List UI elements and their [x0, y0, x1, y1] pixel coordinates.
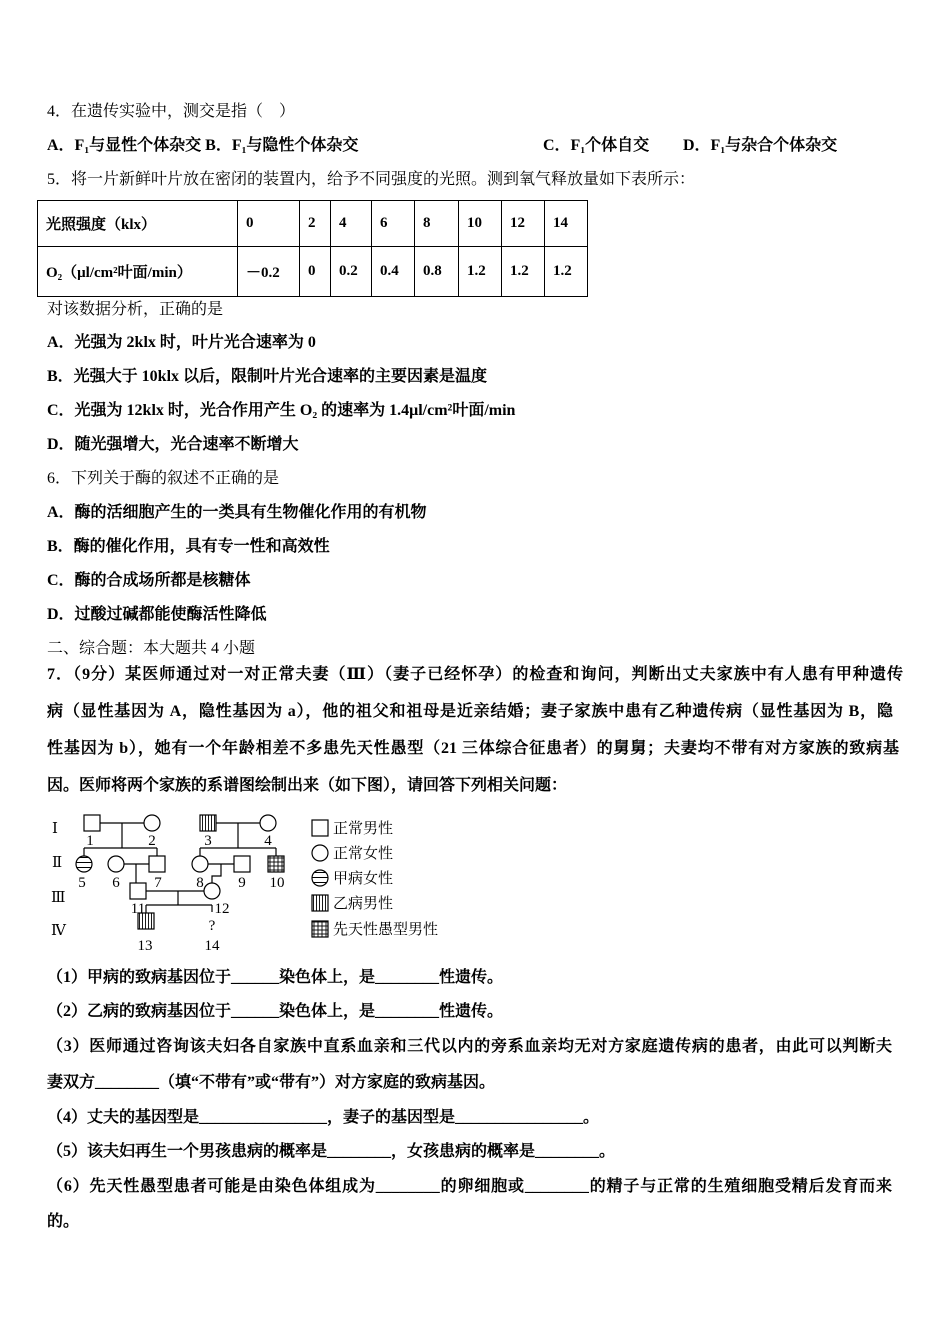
- q5-data-table: [37, 200, 588, 297]
- legend-label: 正常男性: [333, 821, 394, 837]
- q4-option-a: A．F₁与显性个体杂交: [47, 137, 202, 154]
- individual-4-normal-female: [260, 815, 276, 831]
- individual-label: 14: [204, 938, 220, 954]
- q4-option-b: B．F₁与隐性个体杂交: [205, 137, 359, 154]
- q6-stem: 6．下列关于酶的叙述不正确的是: [47, 470, 280, 487]
- individual-label: 2: [148, 833, 156, 849]
- individual-label: 13: [137, 938, 153, 954]
- individual-6-normal-female: [108, 856, 124, 872]
- section-title: 二、综合题：本大题共 4 小题: [47, 640, 256, 657]
- individual-7-normal-male: [149, 856, 165, 872]
- individual-10-down-syndrome-male: [268, 856, 284, 872]
- q4-option-d: D．F₁与杂合个体杂交: [683, 137, 838, 154]
- pedigree-line: [146, 891, 212, 913]
- q7-sub-question-3-line: （3）医师通过咨询该夫妇各自家族中直系血亲和三代以内的旁系血亲均无对方家庭遗传病的患者，由此可以判断夫: [47, 1038, 892, 1055]
- q5-prompt: 对该数据分析，正确的是: [47, 301, 224, 318]
- individual-label: 6: [112, 875, 120, 891]
- q6-option-c: C．酶的合成场所都是核糖体: [47, 572, 251, 589]
- table-cell-o2: －0.2: [238, 247, 300, 297]
- individual-label: 4: [264, 833, 272, 849]
- table-cell-light: 4: [331, 201, 372, 247]
- q4-stem: 4．在遗传实验中，测交是指（ ）: [47, 103, 296, 120]
- table-cell-o2: 0.4: [372, 247, 415, 297]
- individual-5-disease-a-female: [76, 856, 92, 872]
- generation-label: Ⅱ: [52, 855, 63, 871]
- legend-label: 甲病女性: [333, 871, 394, 887]
- individual-8-normal-female: [192, 856, 208, 872]
- table-cell-o2: 1.2: [459, 247, 502, 297]
- q4-options-ab: [47, 135, 358, 157]
- q5-option-c: C．光强为 12klx 时，光合作用产生 O₂ 的速率为 1.4μl/cm²叶面/min: [47, 402, 516, 419]
- individual-1-normal-male: [84, 815, 100, 831]
- q7-sub-question-1: （1）甲病的致病基因位于______染色体上，是________性遗传。: [47, 969, 504, 986]
- unknown-individual-mark: ?: [208, 918, 216, 934]
- table-header-light-intensity: 光照强度（klx）: [38, 201, 238, 247]
- generation-label: Ⅳ: [51, 923, 66, 939]
- q7-sub-question-3-line: 妻双方________（填“不带有”或“带有”）对方家庭的致病基因。: [47, 1074, 496, 1091]
- table-cell-o2: 0.8: [415, 247, 459, 297]
- individual-label: 7: [154, 875, 162, 891]
- q7-sub-question-2: （2）乙病的致病基因位于______染色体上，是________性遗传。: [47, 1003, 504, 1020]
- q7-stem-line: 性基因为 b），她有一个年龄相差不多患先天性愚型（21 三体综合征患者）的舅舅；夫妻均不带有对方家族的致病基: [47, 740, 899, 757]
- table-row-o2: [38, 247, 588, 297]
- table-cell-light: 12: [502, 201, 545, 247]
- legend-disease-a-female-icon: [312, 870, 328, 886]
- table-cell-light: 10: [459, 201, 502, 247]
- table-header-o2: O₂（μl/cm²叶面/min）: [38, 247, 238, 297]
- legend-label: 正常女性: [333, 846, 394, 862]
- legend-disease-b-male-icon: [312, 895, 328, 911]
- table-cell-o2: 1.2: [545, 247, 588, 297]
- q4-option-c: C．F₁个体自交: [543, 137, 650, 154]
- q6-option-b: B．酶的催化作用，具有专一性和高效性: [47, 538, 330, 555]
- individual-label: 9: [238, 875, 246, 891]
- q7-sub-question-4: （4）丈夫的基因型是________________，妻子的基因型是________________。: [47, 1109, 600, 1126]
- q7-sub-question-6-line: （6）先天性愚型患者可能是由染色体组成为________的卵细胞或________的精子与正常的生殖细胞受精后发育而来: [47, 1178, 892, 1195]
- table-cell-light: 6: [372, 201, 415, 247]
- table-cell-light: 0: [238, 201, 300, 247]
- table-cell-o2: 0.2: [331, 247, 372, 297]
- table-cell-o2: 1.2: [502, 247, 545, 297]
- q5-option-b: B．光强大于 10klx 以后，限制叶片光合速率的主要因素是温度: [47, 368, 488, 385]
- q6-option-a: A．酶的活细胞产生的一类具有生物催化作用的有机物: [47, 504, 427, 521]
- individual-9-normal-male: [234, 856, 250, 872]
- q7-sub-question-5: （5）该夫妇再生一个男孩患病的概率是________，女孩患病的概率是________。: [47, 1143, 616, 1160]
- generation-label: Ⅲ: [51, 890, 66, 906]
- individual-11-normal-male: [130, 883, 146, 899]
- legend-down-syndrome-male-icon: [312, 921, 328, 937]
- q6-option-d: D．过酸过碱都能使酶活性降低: [47, 606, 267, 623]
- q7-stem-line: 7．（9分）某医师通过对一对正常夫妻（Ⅲ）（妻子已经怀孕）的检查和询问，判断出丈夫家族中有人患有甲种遗传: [47, 666, 903, 683]
- individual-label: 12: [214, 901, 230, 917]
- table-row-light-intensity: [38, 201, 588, 247]
- table-cell-o2: 0: [300, 247, 331, 297]
- legend-label: 先天性愚型男性: [333, 922, 439, 938]
- table-cell-light: 8: [415, 201, 459, 247]
- individual-label: 3: [204, 833, 212, 849]
- q5-option-a: A．光强为 2klx 时，叶片光合速率为 0: [47, 334, 316, 351]
- table-cell-light: 14: [545, 201, 588, 247]
- pedigree-chart: [40, 806, 460, 958]
- legend-normal-female-icon: [312, 845, 328, 861]
- individual-label: 5: [78, 875, 86, 891]
- individual-12-normal-female: [204, 883, 220, 899]
- generation-label: Ⅰ: [52, 821, 58, 837]
- individual-3-disease-b-male: [200, 815, 216, 831]
- q7-stem-line: 因。医师将两个家族的系谱图绘制出来（如下图），请回答下列相关问题：: [47, 777, 568, 794]
- legend-normal-male-icon: [312, 820, 328, 836]
- legend-label: 乙病男性: [333, 896, 394, 912]
- pedigree-line: [212, 864, 221, 883]
- q7-stem-line: 病（显性基因为 A，隐性基因为 a），他的祖父和祖母是近亲结婚；妻子家族中患有乙种遗传病（显性基因为 B，隐: [47, 703, 893, 720]
- individual-label: 8: [196, 875, 204, 891]
- individual-label: 10: [269, 875, 285, 891]
- table-cell-light: 2: [300, 201, 331, 247]
- individual-label: 1: [86, 833, 94, 849]
- q5-stem: 5．将一片新鲜叶片放在密闭的装置内，给予不同强度的光照。测到氧气释放量如下表所示：: [47, 171, 696, 188]
- individual-label: 11: [130, 901, 146, 917]
- q5-option-d: D．随光强增大，光合速率不断增大: [47, 436, 299, 453]
- individual-2-normal-female: [144, 815, 160, 831]
- q7-sub-question-6-line: 的。: [47, 1213, 80, 1230]
